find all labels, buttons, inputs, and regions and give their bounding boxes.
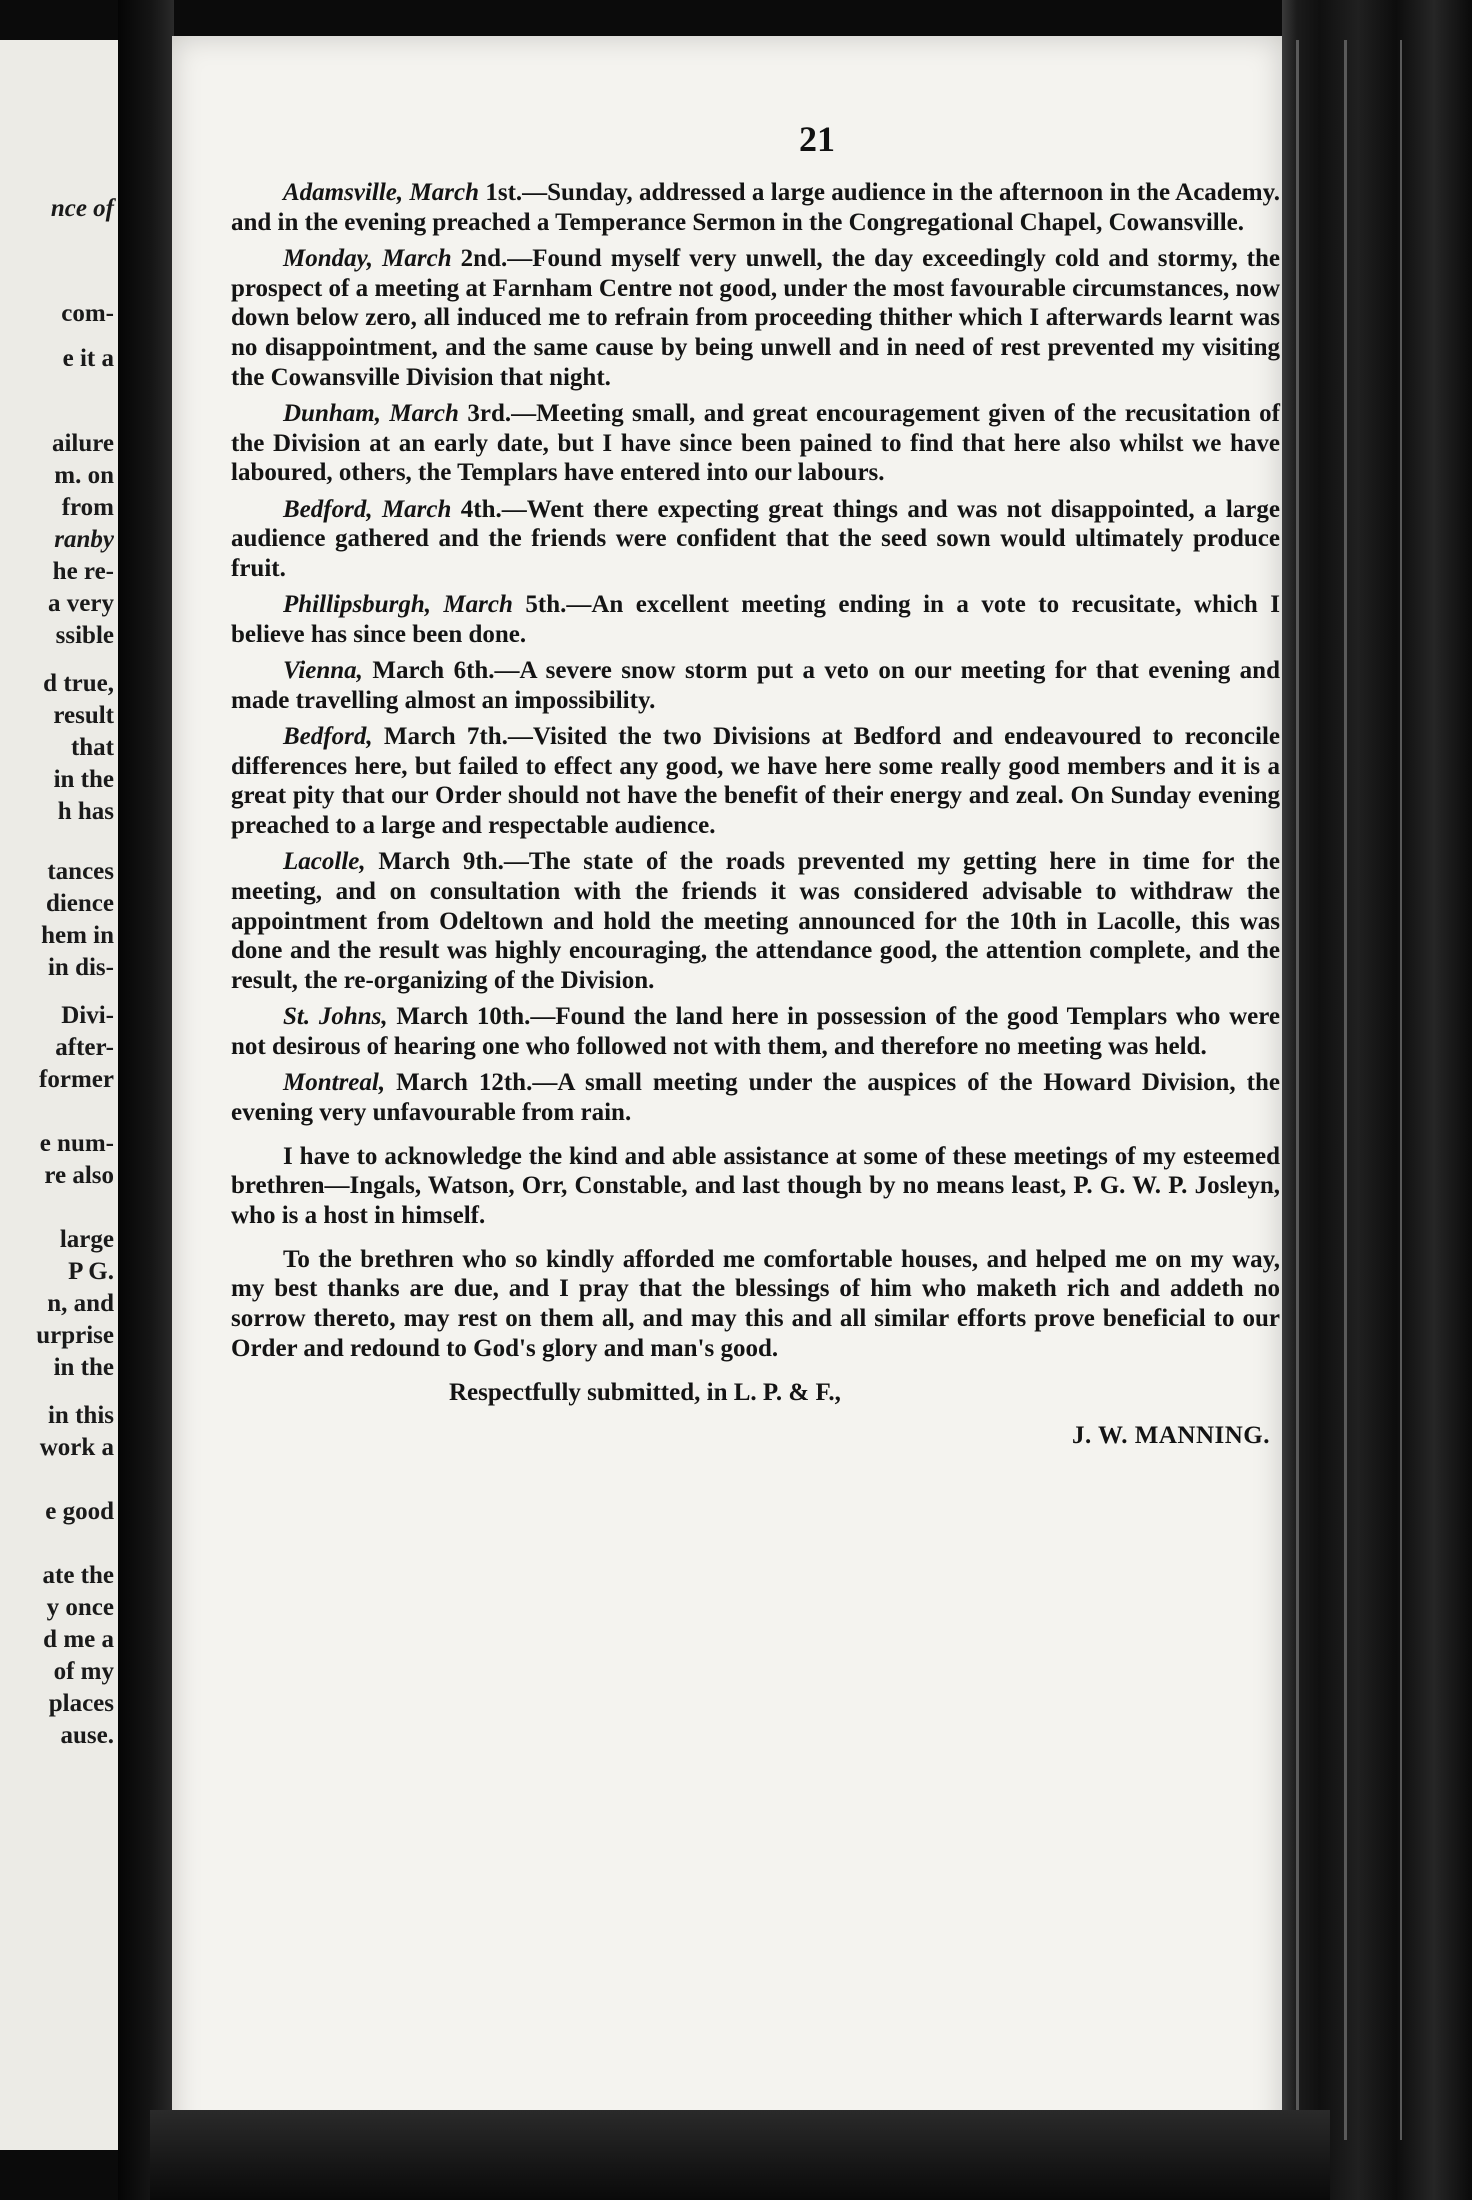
thanks-paragraph: To the brethren who so kindly afforded me comfortable houses, and helped me on my way, my best thanks are due, and I pray that the blessings of him who maketh rich and addeth no sorrow thereto, may rest on them all, and may this and all similar efforts prove beneficial to our Order and redound to God's glory and man's good. bbox=[231, 1245, 1280, 1362]
acknowledgement-paragraph: I have to acknowledge the kind and able assistance at some of these meetings of my esteemed brethren—Ingals, Watson, Orr, Constable, and last though by no means least, P. G. W. P. Josleyn, who is a host in himself. bbox=[231, 1142, 1280, 1229]
diary-entry bbox=[231, 847, 1280, 996]
diary-entry bbox=[231, 244, 1280, 393]
entry-place-date: Monday, March bbox=[283, 244, 452, 272]
book-gutter bbox=[118, 0, 174, 2200]
previous-page-line: h has bbox=[57, 798, 114, 825]
previous-page-line: tances bbox=[47, 858, 114, 885]
previous-page-line: from bbox=[61, 494, 114, 521]
entry-text: March 7th.—Visited the two Divisions at Bedford and endeavoured to reconcile differences here, but failed to effect any good, we have here some really good members and it is a great pity that our Order should not have the benefit of their energy and zeal. On Sunday evening preached to a large and respectable audience. bbox=[231, 722, 1280, 840]
previous-page-line: large bbox=[59, 1226, 114, 1253]
previous-page-line: of my bbox=[53, 1658, 114, 1685]
report-body bbox=[231, 178, 1280, 1451]
previous-page-line: in the bbox=[53, 1354, 114, 1381]
previous-page-line: in the bbox=[53, 766, 114, 793]
entry-text: 3rd.—Meeting small, and great encouragement given of the recusitation of the Division at an early date, but I have since been pained to find that here also whilst we have laboured, others, the Templars have entered into our labours. bbox=[231, 399, 1280, 487]
diary-entry bbox=[231, 590, 1280, 649]
diary-entries bbox=[231, 178, 1280, 1128]
diary-entry bbox=[231, 178, 1280, 237]
entry-place-date: Dunham, March bbox=[283, 399, 459, 427]
entry-place-date: St. Johns, bbox=[283, 1003, 388, 1031]
closing-line: Respectfully submitted, in L. P. & F., bbox=[449, 1378, 841, 1406]
page-number: 21 bbox=[799, 119, 835, 159]
previous-page-line: re also bbox=[44, 1162, 114, 1189]
previous-page-line: that bbox=[70, 734, 114, 761]
entry-text: March 12th.—A small meeting under the auspices of the Howard Division, the evening very unfavourable from rain. bbox=[231, 1069, 1280, 1126]
previous-page-line: ate the bbox=[42, 1562, 114, 1589]
previous-page-line: a very bbox=[48, 590, 114, 617]
entry-text: 2nd.—Found myself very unwell, the day exceedingly cold and stormy, the prospect of a meeting at Farnham Centre not good, under the most favourable circumstances, now down below zero, all induced me to refrain from proceeding thither which I afterwards learnt was no disappointment, and the same cause by being unwell and in need of rest prevented my visiting the Cowansville Division that night. bbox=[231, 244, 1280, 391]
entry-place-date: Bedford, bbox=[283, 722, 373, 750]
diary-entry bbox=[231, 722, 1280, 841]
previous-page-line: ranby bbox=[54, 526, 114, 553]
previous-page-line: e good bbox=[45, 1498, 114, 1525]
previous-page-line: after- bbox=[55, 1034, 114, 1061]
previous-page-line: m. on bbox=[54, 462, 114, 489]
previous-page-line: com- bbox=[61, 300, 114, 327]
page bbox=[172, 36, 1282, 2154]
diary-entry bbox=[231, 1068, 1280, 1127]
previous-page-line: ailure bbox=[51, 430, 114, 457]
previous-page-line: hem in bbox=[41, 922, 114, 949]
previous-page-line: ause. bbox=[60, 1722, 114, 1749]
entry-place-date: Adamsville, March bbox=[283, 179, 479, 206]
diary-entry bbox=[231, 1002, 1280, 1061]
previous-page-line: P G. bbox=[68, 1258, 114, 1285]
previous-page-line: y once bbox=[46, 1594, 114, 1621]
previous-page-line: n, and bbox=[47, 1290, 114, 1317]
previous-page-line: in this bbox=[47, 1402, 114, 1429]
entry-text: March 10th.—Found the land here in possession of the good Templars who were not desirous of hearing one who followed not with them, and therefore no meeting was held. bbox=[231, 1003, 1280, 1060]
previous-page-line: ssible bbox=[55, 622, 114, 649]
previous-page-line: work a bbox=[39, 1434, 114, 1461]
entry-place-date: Montreal, bbox=[283, 1069, 386, 1097]
previous-page-line: result bbox=[53, 702, 114, 729]
binding-edge bbox=[1282, 0, 1472, 2200]
diary-entry bbox=[231, 399, 1280, 488]
previous-page-line: Divi- bbox=[61, 1002, 114, 1029]
entry-text: 1st.—Sunday, addressed a large audience in the afternoon in the Academy. and in the evening preached a Temperance Sermon in the Congregational Chapel, Cowansville. bbox=[231, 179, 1280, 236]
previous-page-line: places bbox=[48, 1690, 114, 1717]
previous-page-line: e it a bbox=[62, 345, 114, 372]
previous-page-line: nce of bbox=[50, 195, 114, 222]
previous-page-line: e num- bbox=[39, 1130, 114, 1157]
entry-text: March 6th.—A severe snow storm put a veto on our meeting for that evening and made travelling almost an impossibility. bbox=[231, 657, 1280, 714]
diary-entry bbox=[231, 656, 1280, 715]
previous-page-line: in dis- bbox=[47, 954, 114, 981]
entry-place-date: Phillipsburgh, March bbox=[283, 591, 513, 619]
signature: J. W. MANNING. bbox=[1072, 1422, 1270, 1450]
previous-page-fragment bbox=[0, 40, 123, 2150]
entry-place-date: Vienna, bbox=[283, 657, 363, 685]
previous-page-line: he re- bbox=[52, 558, 114, 585]
previous-page-line: d me a bbox=[43, 1626, 114, 1653]
entry-text: 4th.—Went there expecting great things and was not disappointed, a large audience gathered and the friends were confident that the seed sown would ultimately produce fruit. bbox=[231, 495, 1280, 582]
diary-entry bbox=[231, 495, 1280, 584]
entry-place-date: Bedford, March bbox=[283, 495, 452, 523]
previous-page-line: dience bbox=[45, 890, 114, 917]
entry-text: 5th.—An excellent meeting ending in a vote to recusitate, which I believe has since been done. bbox=[231, 591, 1281, 648]
previous-page-line: urprise bbox=[36, 1322, 114, 1349]
previous-page-line: former bbox=[39, 1066, 114, 1093]
page-bottom-edge bbox=[150, 2110, 1330, 2200]
entry-text: March 9th.—The state of the roads prevented my getting here in time for the meeting, and on consultation with the friends it was considered advisable to withdraw the appointment from Odeltown and hold the meeting announced for the 10th in Lacolle, this was done and the result was highly encouraging, the attendance good, the attention complete, and the result, the re-organizing of the Division. bbox=[231, 848, 1280, 995]
previous-page-line: d true, bbox=[43, 670, 114, 697]
entry-place-date: Lacolle, bbox=[283, 848, 366, 876]
